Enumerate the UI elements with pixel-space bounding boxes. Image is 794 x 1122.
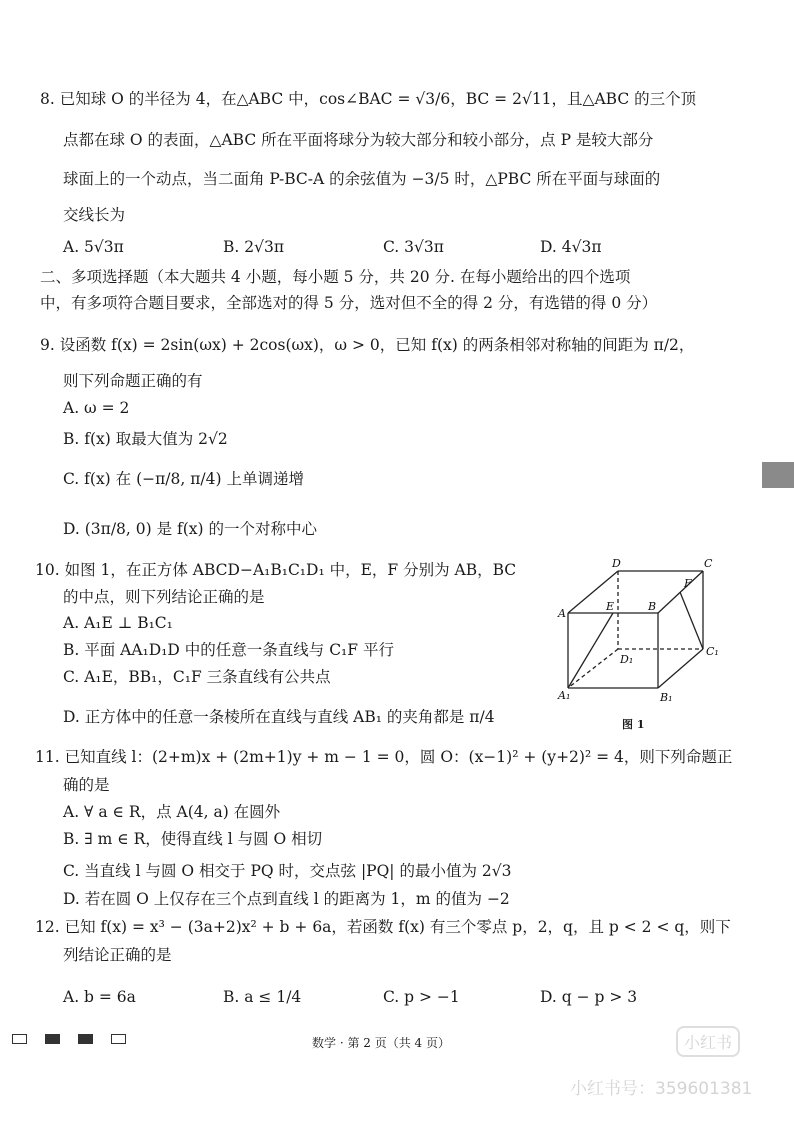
- q8-line3: 球面上的一个动点，当二面角 P-BC-A 的余弦值为 −3/5 时，△PBC 所在平面与球面的: [63, 170, 661, 188]
- q11-line1: 11. 已知直线 l：(2+m)x + (2m+1)y + m − 1 = 0，圆 O：(x−1)² + (y+2)² = 4，则下列命题正: [35, 748, 733, 766]
- label-D1: D₁: [620, 653, 634, 666]
- edge-C1B1: [658, 649, 703, 688]
- q8-option-b: B. 2√3π: [223, 238, 285, 256]
- cube-figure: [548, 553, 728, 733]
- q9-option-a: A. ω = 2: [63, 399, 130, 417]
- q12-line2: 列结论正确的是: [63, 946, 172, 964]
- label-C1: C₁: [706, 645, 719, 658]
- q9-option-b: B. f(x) 取最大值为 2√2: [63, 430, 228, 448]
- label-A: A: [558, 607, 566, 620]
- page-footer: 数学 · 第 2 页（共 4 页）: [312, 1036, 450, 1050]
- q10-option-b: B. 平面 AA₁D₁D 中的任意一条直线与 C₁F 平行: [63, 641, 394, 659]
- side-tab-marker: [762, 462, 794, 488]
- label-A1: A₁: [558, 689, 571, 702]
- label-B: B: [648, 600, 657, 613]
- q8-line4: 交线长为: [63, 206, 126, 224]
- q8-line2: 点都在球 O 的表面，△ABC 所在平面将球分为较大部分和较小部分，点 P 是较大部分: [63, 131, 654, 149]
- figure-caption: 图 1: [622, 718, 645, 731]
- q10-line2: 的中点，则下列结论正确的是: [63, 588, 265, 606]
- q9-option-d: D. (3π/8, 0) 是 f(x) 的一个对称中心: [63, 520, 318, 538]
- label-F: F: [684, 577, 692, 590]
- q8-line1: 8. 已知球 O 的半径为 4，在△ABC 中，cos∠BAC = √3/6，BC = 2√11，且△ABC 的三个顶: [40, 90, 697, 108]
- footer-mark-3: [78, 1034, 93, 1044]
- q12-option-d: D. q − p > 3: [540, 988, 638, 1006]
- q8-option-a: A. 5√3π: [63, 238, 124, 256]
- q12-option-c: C. p > −1: [383, 988, 460, 1006]
- q12-line1: 12. 已知 f(x) = x³ − (3a+2)x² + b + 6a，若函数 f(x) 有三个零点 p，2，q，且 p < 2 < q，则下: [35, 918, 731, 936]
- edge-D1A1: [568, 649, 618, 688]
- q11-option-d: D. 若在圆 O 上仅存在三个点到直线 l 的距离为 1，m 的值为 −2: [63, 890, 510, 908]
- q9-option-c: C. f(x) 在 (−π/8, π/4) 上单调递增: [63, 470, 304, 488]
- footer-mark-4: [111, 1034, 126, 1044]
- label-E: E: [606, 600, 615, 613]
- q11-option-c: C. 当直线 l 与圆 O 相交于 PQ 时，交点弦 |PQ| 的最小值为 2√3: [63, 862, 512, 880]
- label-C: C: [704, 557, 713, 570]
- q8-option-c: C. 3√3π: [383, 238, 444, 256]
- section2-heading-line2: 中，有多项符合题目要求，全部选对的得 5 分，选对但不全的得 2 分，有选错的得 0 分）: [40, 294, 658, 312]
- section2-heading-line1: [40, 270, 630, 286]
- watermark-logo: 小红书: [676, 1026, 740, 1057]
- q10-option-d: D. 正方体中的任意一条棱所在直线与直线 AB₁ 的夹角都是 π/4: [63, 708, 495, 726]
- q12-option-b: B. a ≤ 1/4: [223, 988, 302, 1006]
- q10-line1: 10. 如图 1，在正方体 ABCD−A₁B₁C₁D₁ 中，E，F 分别为 AB，BC: [35, 561, 517, 579]
- segment-FC1: [680, 592, 703, 649]
- q11-option-b: B. ∃ m ∈ R，使得直线 l 与圆 O 相切: [63, 830, 323, 848]
- segment-A1E: [568, 613, 613, 688]
- q12-option-a: A. b = 6a: [63, 988, 136, 1006]
- q10-option-a: A. A₁E ⊥ B₁C₁: [63, 614, 173, 632]
- q10-option-c: C. A₁E，BB₁，C₁F 三条直线有公共点: [63, 668, 331, 686]
- label-B1: B₁: [660, 691, 673, 704]
- watermark-handle: 小红书号：359601381: [570, 1079, 753, 1099]
- q11-option-a: A. ∀ a ∈ R，点 A(4, a) 在圆外: [63, 803, 281, 821]
- q8-option-d: D. 4√3π: [540, 238, 602, 256]
- footer-mark-1: [12, 1034, 27, 1044]
- q9-line2: 则下列命题正确的有: [63, 372, 203, 390]
- q11-line2: 确的是: [63, 776, 110, 794]
- q9-line1: 9. 设函数 f(x) = 2sin(ωx) + 2cos(ωx)，ω > 0，已知 f(x) 的两条相邻对称轴的间距为 π/2，: [40, 336, 695, 354]
- section2-heading-text1: 二、多项选择题（本大题共 4 小题，每小题 5 分，共 20 分. 在每小题给出的四个选项: [40, 268, 631, 286]
- label-D: D: [612, 557, 621, 570]
- footer-mark-2: [45, 1034, 60, 1044]
